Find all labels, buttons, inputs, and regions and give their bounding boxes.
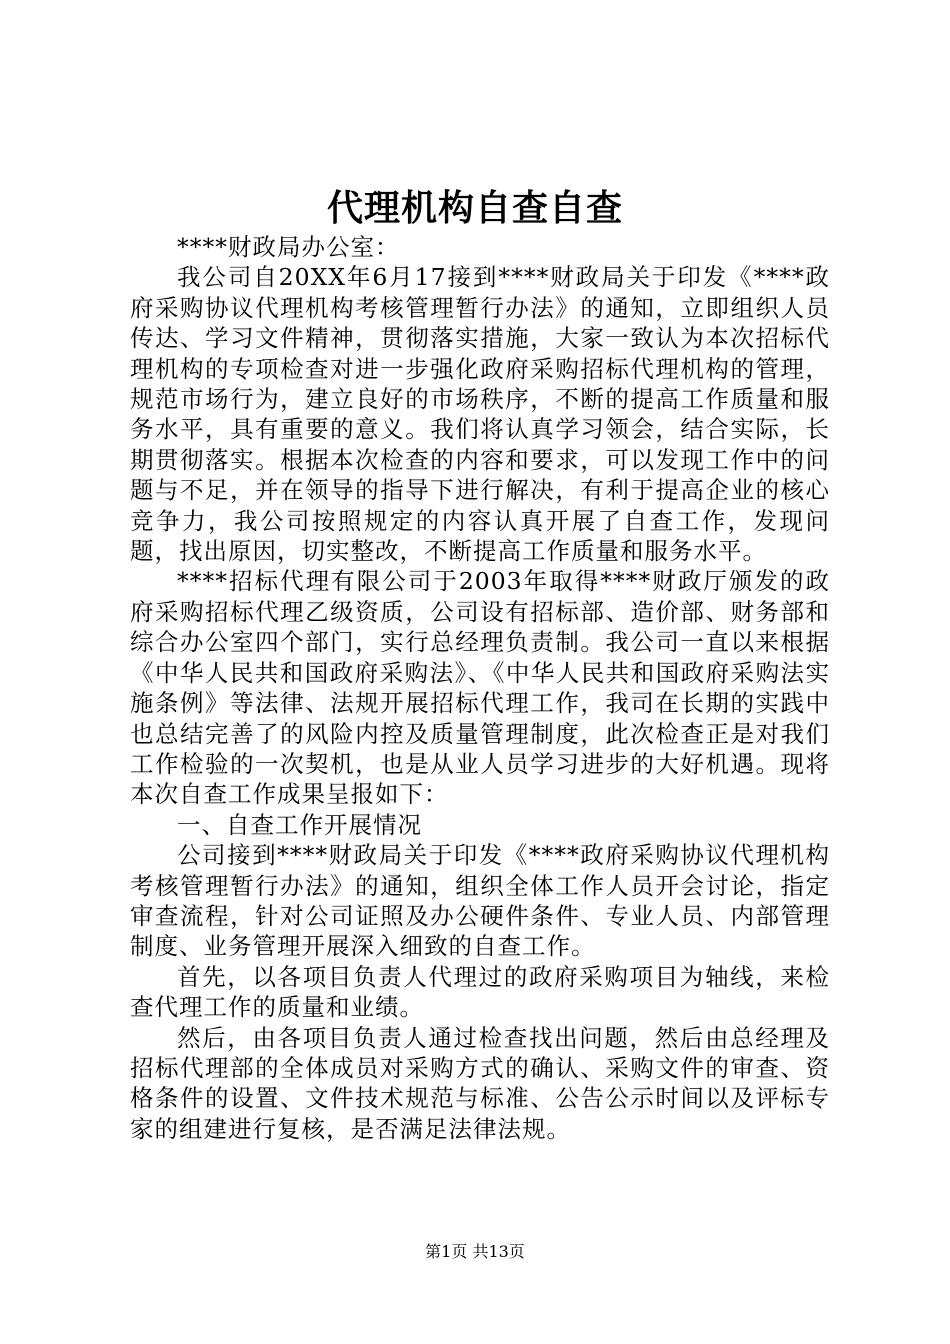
paragraph-4: 首先，以各项目负责人代理过的政府采购项目为轴线，来检查代理工作的质量和业绩。 [130,962,830,1022]
paragraph-2: ****招标代理有限公司于2003年取得****财政厅颁发的政府采购招标代理乙级资质，公司设有招标部、造价部、财务部和综合办公室四个部门，实行总经理负责制。我公司一直以来根据《中华人民共和国政府采购法》、《中华人民共和国政府采购法实施条例》等法律、法规开展招标代理工作，我司在长期的实践中也总结完善了的风险内控及质量管理制度，此次检查正是对我们工作检验的一次契机，也是从业人员学习进步的大好机遇。现将本次自查工作成果呈报如下： [130,567,830,809]
document-body [130,232,830,1144]
salutation: ****财政局办公室： [177,233,400,261]
paragraph-5: 然后，由各项目负责人通过检查找出问题，然后由总经理及招标代理部的全体成员对采购方式的确认、采购文件的审查、资格条件的设置、文件技术规范与标准、公告公示时间以及评标专家的组建进行复核，是否满足法律法规。 [130,1023,830,1143]
document-title: 代理机构自查自查 [326,187,623,229]
paragraph-1: 我公司自20XX年6月17接到****财政局关于印发《****政府采购协议代理机构考核管理暂行办法》的通知，立即组织人员传达、学习文件精神，贯彻落实措施，大家一致认为本次招标代理机构的专项检查对进一步强化政府采购招标代理机构的管理，规范市场行为，建立良好的市场秩序，不断的提高工作质量和服务水平，具有重要的意义。我们将认真学习领会，结合实际，长期贯彻落实。根据本次检查的内容和要求，可以发现工作中的问题与不足，并在领导的指导下进行解决，有利于提高企业的核心竞争力，我公司按照规定的内容认真开展了自查工作，发现问题，找出原因，切实整改，不断提高工作质量和服务水平。 [130,263,830,566]
section-heading: 一、自查工作开展情况 [177,810,422,839]
paragraph-3: 公司接到****财政局关于印发《****政府采购协议代理机构考核管理暂行办法》的通知，组织全体工作人员开会讨论，指定审查流程，针对公司证照及办公硬件条件、专业人员、内部管理制度、业务管理开展深入细致的自查工作。 [130,841,830,961]
page-footer: 第1页 共13页 [425,1242,525,1261]
